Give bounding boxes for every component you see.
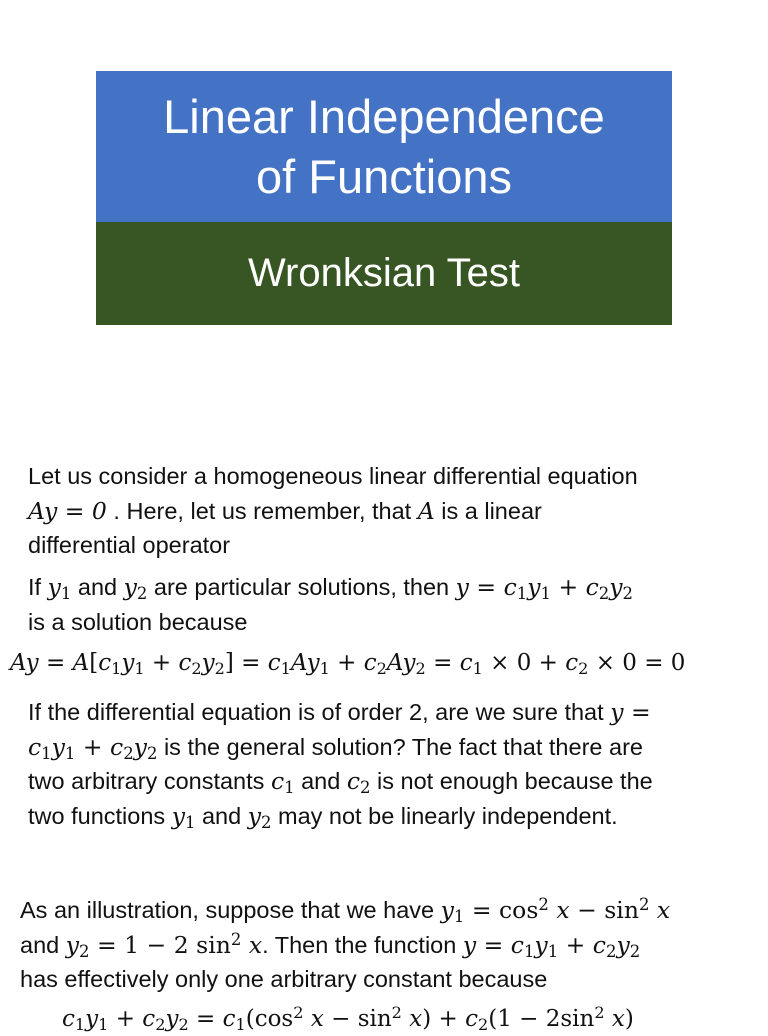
question-line-2: $c_1y_1 + c_2y_2$ is the general solution? The fact that there are xyxy=(28,732,643,763)
subtitle-box xyxy=(96,222,672,325)
illustration-line-1: As an illustration, suppose that we have $y_1 = \cos^2 x - \sin^2 x$ xyxy=(20,894,671,927)
intro-line-1: Let us consider a homogeneous linear differential equation xyxy=(28,463,638,489)
intro-line-3: differential operator xyxy=(28,532,231,558)
title-line-2: of Functions xyxy=(255,149,513,203)
question-line-3: two arbitrary constants $c_1$ and $c_2$ is not enough because the xyxy=(28,767,653,798)
paragraph-question xyxy=(28,695,653,833)
solutions-line-2: is a solution because xyxy=(28,608,248,635)
illustration-line-2: and $y_2 = 1 - 2$ $\sin^2 x$. Then the function $y = c_1y_1 + c_2y_2$ xyxy=(20,929,641,961)
intro-line-2: Ay = 0 . Here, let us remember, that A is a linear xyxy=(28,496,542,525)
question-line-4: two functions $y_1$ and $y_2$ may not be linearly independent. xyxy=(28,801,618,832)
title-line-1: Linear Independence xyxy=(163,89,605,143)
operator-equation: $Ay = A[c_1y_1 + c_2y_2] = c_1Ay_1 + c_2Ay_2 = c_1 \times 0 + c_2 \times 0 = 0$ xyxy=(10,650,686,679)
illustration-line-3: has effectively only one arbitrary constant because xyxy=(20,966,548,992)
paragraph-solutions xyxy=(28,570,633,639)
paragraph-intro xyxy=(28,459,638,563)
solutions-line-1: If $y_1$ and $y_2$ are particular solutions, then $y = c_1y_1 + c_2y_2$ xyxy=(28,573,633,604)
title-box xyxy=(96,71,672,222)
truncated-equation: $c_1y_1 + c_2y_2 = c_1(\cos^2$ $x - \sin^2 x) + c_2(1 - 2\sin^2$ x) xyxy=(62,1002,634,1035)
paragraph-illustration xyxy=(20,893,670,997)
subtitle: Wronksian Test xyxy=(248,251,520,295)
question-line-1: If the differential equation is of order 2, are we sure that y = xyxy=(28,698,651,726)
